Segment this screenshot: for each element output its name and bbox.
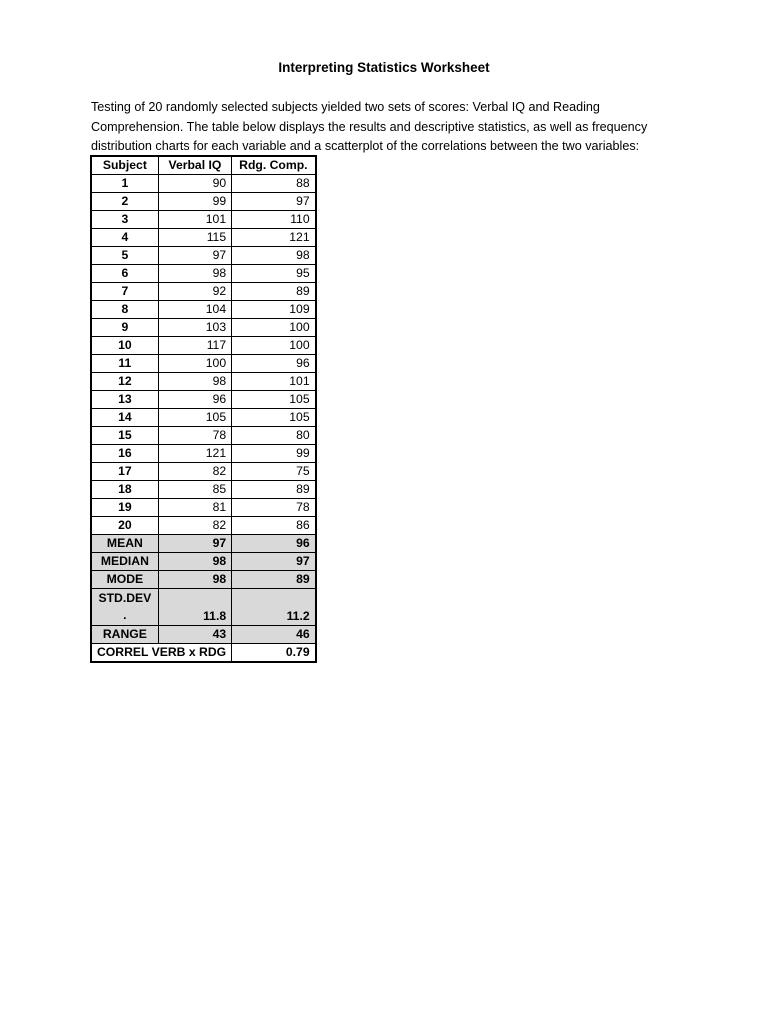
table-row (91, 265, 316, 283)
stddev-label (91, 589, 158, 626)
subject-cell: 2 (91, 193, 158, 211)
rdg-comp-cell: 121 (232, 229, 316, 247)
range-label: RANGE (91, 626, 158, 644)
scores-table (90, 155, 317, 663)
verbal-iq-cell: 100 (158, 355, 231, 373)
range-rdg: 46 (232, 626, 316, 644)
rdg-comp-cell: 80 (232, 427, 316, 445)
mean-rdg: 96 (232, 535, 316, 553)
subject-cell: 5 (91, 247, 158, 265)
median-label: MEDIAN (91, 553, 158, 571)
rdg-comp-cell: 97 (232, 193, 316, 211)
stddev-verbal: 11.8 (158, 589, 231, 626)
rdg-comp-cell: 98 (232, 247, 316, 265)
rdg-comp-cell: 109 (232, 301, 316, 319)
verbal-iq-cell: 115 (158, 229, 231, 247)
mean-verbal: 97 (158, 535, 231, 553)
rdg-comp-cell: 99 (232, 445, 316, 463)
mode-rdg: 89 (232, 571, 316, 589)
header-rdg-comp: Rdg. Comp. (232, 156, 316, 175)
subject-cell: 9 (91, 319, 158, 337)
verbal-iq-cell: 81 (158, 499, 231, 517)
rdg-comp-cell: 96 (232, 355, 316, 373)
table-row (91, 247, 316, 265)
table-row (91, 463, 316, 481)
subject-cell: 11 (91, 355, 158, 373)
verbal-iq-cell: 82 (158, 463, 231, 481)
subject-cell: 8 (91, 301, 158, 319)
stddev-label-line2: . (123, 608, 127, 622)
stddev-row (91, 589, 316, 626)
table-row (91, 445, 316, 463)
table-row (91, 319, 316, 337)
subject-cell: 18 (91, 481, 158, 499)
subject-cell: 4 (91, 229, 158, 247)
verbal-iq-cell: 82 (158, 517, 231, 535)
table-row (91, 229, 316, 247)
table-row (91, 211, 316, 229)
subject-cell: 3 (91, 211, 158, 229)
table-row (91, 427, 316, 445)
subject-cell: 15 (91, 427, 158, 445)
table-row (91, 517, 316, 535)
subject-cell: 20 (91, 517, 158, 535)
rdg-comp-cell: 110 (232, 211, 316, 229)
header-subject: Subject (91, 156, 158, 175)
mode-row (91, 571, 316, 589)
mean-row (91, 535, 316, 553)
rdg-comp-cell: 100 (232, 319, 316, 337)
verbal-iq-cell: 101 (158, 211, 231, 229)
intro-line: distribution charts for each variable and a scatterplot of the correlations between the two variables: (91, 139, 640, 153)
rdg-comp-cell: 105 (232, 409, 316, 427)
rdg-comp-cell: 86 (232, 517, 316, 535)
rdg-comp-cell: 78 (232, 499, 316, 517)
table-body (91, 175, 316, 535)
table-row (91, 175, 316, 193)
verbal-iq-cell: 96 (158, 391, 231, 409)
table-row (91, 355, 316, 373)
table-row (91, 481, 316, 499)
range-row (91, 626, 316, 644)
table-row (91, 301, 316, 319)
stddev-rdg: 11.2 (232, 589, 316, 626)
subject-cell: 16 (91, 445, 158, 463)
rdg-comp-cell: 100 (232, 337, 316, 355)
stddev-label-line1: STD.DEV (98, 591, 152, 605)
rdg-comp-cell: 89 (232, 283, 316, 301)
verbal-iq-cell: 90 (158, 175, 231, 193)
verbal-iq-cell: 98 (158, 265, 231, 283)
mean-label: MEAN (91, 535, 158, 553)
subject-cell: 10 (91, 337, 158, 355)
subject-cell: 1 (91, 175, 158, 193)
table-row (91, 337, 316, 355)
correl-row (91, 644, 316, 663)
correl-value: 0.79 (232, 644, 316, 663)
table-row (91, 409, 316, 427)
median-row (91, 553, 316, 571)
table-row (91, 499, 316, 517)
intro-line: Testing of 20 randomly selected subjects yielded two sets of scores: Verbal IQ and Reading (91, 100, 600, 114)
verbal-iq-cell: 105 (158, 409, 231, 427)
rdg-comp-cell: 101 (232, 373, 316, 391)
verbal-iq-cell: 99 (158, 193, 231, 211)
verbal-iq-cell: 121 (158, 445, 231, 463)
table-row (91, 283, 316, 301)
median-rdg: 97 (232, 553, 316, 571)
verbal-iq-cell: 98 (158, 373, 231, 391)
table-header-row (91, 156, 316, 175)
table-row (91, 373, 316, 391)
rdg-comp-cell: 89 (232, 481, 316, 499)
subject-cell: 6 (91, 265, 158, 283)
page-title: Interpreting Statistics Worksheet (278, 60, 490, 75)
subject-cell: 19 (91, 499, 158, 517)
verbal-iq-cell: 117 (158, 337, 231, 355)
subject-cell: 7 (91, 283, 158, 301)
verbal-iq-cell: 104 (158, 301, 231, 319)
verbal-iq-cell: 97 (158, 247, 231, 265)
table-row (91, 391, 316, 409)
subject-cell: 14 (91, 409, 158, 427)
verbal-iq-cell: 92 (158, 283, 231, 301)
subject-cell: 13 (91, 391, 158, 409)
verbal-iq-cell: 103 (158, 319, 231, 337)
mode-verbal: 98 (158, 571, 231, 589)
subject-cell: 17 (91, 463, 158, 481)
rdg-comp-cell: 105 (232, 391, 316, 409)
rdg-comp-cell: 88 (232, 175, 316, 193)
header-verbal-iq: Verbal IQ (158, 156, 231, 175)
intro-paragraph (91, 98, 691, 157)
subject-cell: 12 (91, 373, 158, 391)
table-row (91, 193, 316, 211)
summary-section (91, 535, 316, 663)
range-verbal: 43 (158, 626, 231, 644)
correl-label: CORREL VERB x RDG (91, 644, 232, 663)
verbal-iq-cell: 78 (158, 427, 231, 445)
rdg-comp-cell: 75 (232, 463, 316, 481)
verbal-iq-cell: 85 (158, 481, 231, 499)
intro-line: Comprehension. The table below displays the results and descriptive statistics, as well as frequency (91, 119, 648, 134)
mode-label: MODE (91, 571, 158, 589)
median-verbal: 98 (158, 553, 231, 571)
rdg-comp-cell: 95 (232, 265, 316, 283)
